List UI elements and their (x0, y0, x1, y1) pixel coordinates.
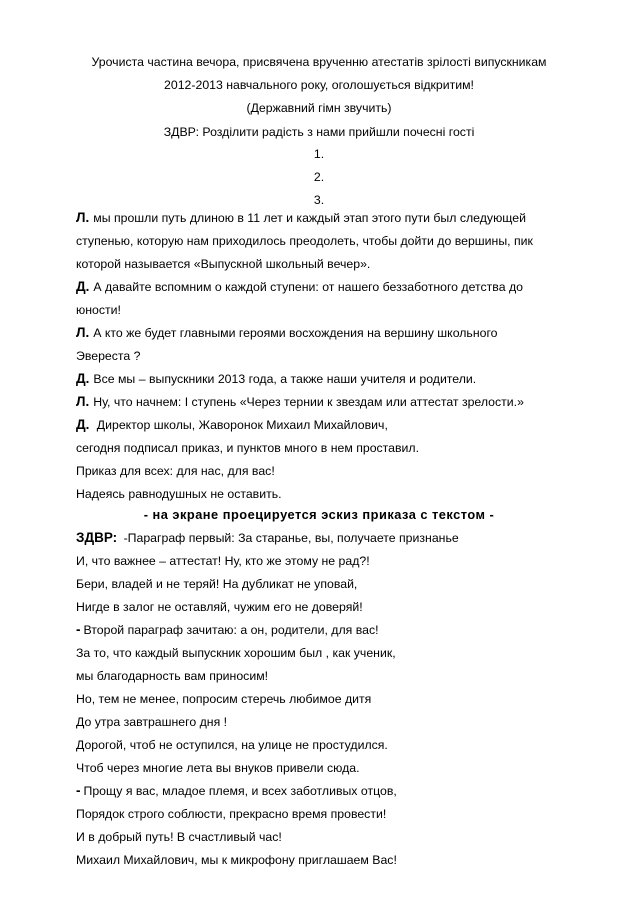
speaker-label: Л. (76, 210, 90, 225)
dialogue-line (76, 440, 419, 456)
line-text: Все мы – выпускники 2013 года, а также наши учителя и родители. (93, 372, 477, 386)
line-text: Второй параграф зачитаю: а он, родители, для вас! (83, 623, 379, 637)
decree-line (76, 599, 363, 615)
dialogue-line (76, 210, 526, 226)
decree-line (76, 714, 227, 730)
line-text: И в добрый путь! В счастливый час! (76, 830, 282, 844)
decree-line (76, 530, 459, 546)
header-line-3: (Державний гімн звучить) (246, 101, 392, 115)
line-text: сегодня подписал приказ, и пунктов много в нем проставил. (76, 441, 420, 455)
speaker-label: ЗДВР: (76, 530, 118, 545)
line-text: Порядок строго соблюсти, прекрасно время провести! (76, 807, 387, 821)
dialogue-line (76, 394, 524, 410)
line-text: А кто же будет главными героями восхождения на вершину школьного (93, 326, 498, 340)
decree-line (76, 806, 386, 822)
line-text: мы прошли путь длиною в 11 лет и каждый этап этого пути был следующей (93, 211, 526, 225)
line-text: Приказ для всех: для нас, для вас! (76, 464, 275, 478)
dash-marker: - (76, 783, 81, 798)
decree-line (76, 668, 268, 684)
line-text: юности! (76, 303, 121, 317)
line-text: Директор школы, Жаворонок Михаил Михайлович, (93, 418, 388, 432)
decree-line (76, 852, 397, 868)
decree-line (76, 622, 379, 638)
speaker-label: Л. (76, 325, 90, 340)
line-text: Ну, что начнем: I ступень «Через тернии к звездам или аттестат зрелости.» (93, 395, 524, 409)
decree-line (76, 576, 357, 592)
line-text: Нигде в залог не оставляй, чужим его не доверяй! (76, 600, 363, 614)
speaker-label: Д. (76, 417, 90, 432)
line-text: Чтоб через многие лета вы внуков привели сюда. (76, 761, 360, 775)
dialogue-line (76, 486, 282, 502)
line-text: Бери, владей и не теряй! На дубликат не уповай, (76, 577, 358, 591)
dialogue-line (76, 371, 476, 387)
decree-line (76, 737, 388, 753)
line-text: За то, что каждый выпускник хорошим был , как ученик, (76, 646, 396, 660)
dialogue-line (76, 302, 121, 318)
line-text: Михаил Михайлович, мы к микрофону приглашаем Вас! (76, 853, 397, 867)
screen-note: - на экране проецируется эскиз приказа с текстом - (143, 507, 495, 522)
decree-line (76, 645, 396, 661)
decree-line (76, 783, 397, 799)
line-text: Эвереста ? (76, 349, 141, 363)
dialogue-line (76, 233, 533, 249)
decree-line (76, 691, 371, 707)
line-text: ступенью, которую нам приходилось преодолеть, чтобы дойти до вершины, пик (76, 234, 533, 248)
dialogue-line (76, 417, 388, 433)
decree-line (76, 553, 370, 569)
dialogue-line (76, 256, 370, 272)
dialogue-line (76, 325, 498, 341)
dialogue-line (76, 463, 275, 479)
speaker-label: Л. (76, 394, 90, 409)
guest-number-1: 1. (313, 147, 325, 161)
line-text: И, что важнее – аттестат! Ну, кто же этому не рад?! (76, 554, 370, 568)
line-text: Надеясь равнодушных не оставить. (76, 487, 282, 501)
dash-marker: - (76, 622, 81, 637)
line-text: Дорогой, чтоб не оступился, на улице не простудился. (76, 738, 388, 752)
line-text: мы благодарность вам приносим! (76, 669, 269, 683)
decree-line (76, 760, 360, 776)
guest-number-2: 2. (313, 170, 325, 184)
line-text: которой называется «Выпускной школьный вечер». (76, 257, 371, 271)
decree-line (76, 829, 282, 845)
dialogue-line (76, 348, 141, 364)
line-text: До утра завтрашнего дня ! (76, 715, 228, 729)
speaker-label: Д. (76, 279, 90, 294)
line-text: А давайте вспомним о каждой ступени: от нашего беззаботного детства до (93, 280, 523, 294)
line-text: Прощу я вас, младое племя, и всех заботливых отцов, (83, 784, 397, 798)
header-line-4: ЗДВР: Розділити радість з нами прийшли почесні гості (163, 125, 475, 139)
header-line-2: 2012-2013 навчального року, оголошується відкритим! (164, 78, 474, 92)
header-line-1: Урочиста частина вечора, присвячена врученню атестатів зрілості випускникам (91, 55, 547, 69)
line-text: -Параграф первый: За старанье, вы, получаете признанье (120, 531, 459, 545)
speaker-label: Д. (76, 371, 90, 386)
guest-number-3: 3. (313, 193, 325, 207)
line-text: Но, тем не менее, попросим стеречь любимое дитя (76, 692, 372, 706)
dialogue-line (76, 279, 523, 295)
